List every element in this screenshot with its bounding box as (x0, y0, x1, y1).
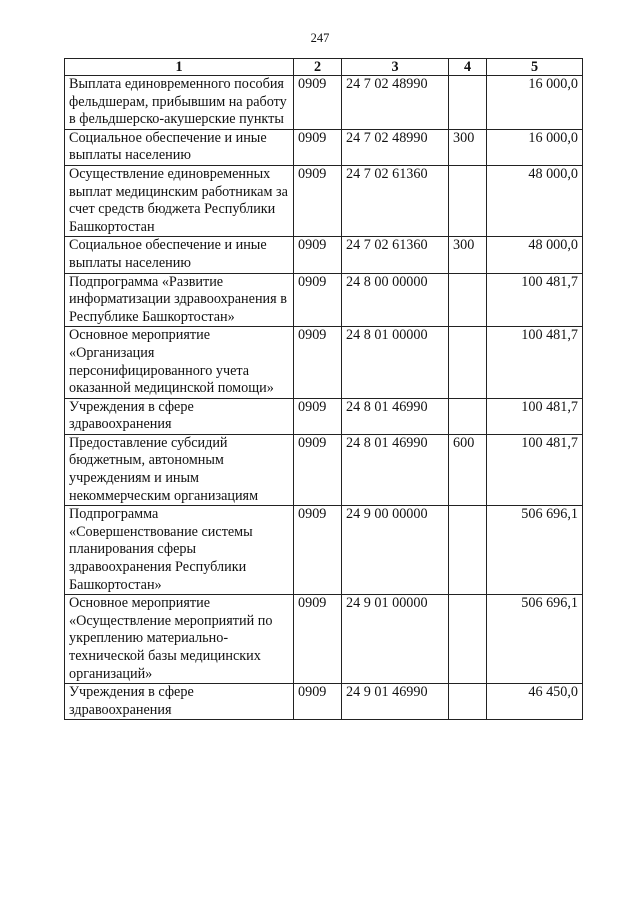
row-section-cell: 0909 (294, 273, 342, 327)
table-row (65, 327, 583, 398)
row-code-cell: 24 7 02 48990 (342, 76, 449, 130)
column-header-1: 1 (65, 59, 294, 76)
table-body (65, 76, 583, 720)
row-name-cell: Учреждения в сфере здравоохранения (65, 684, 294, 720)
row-code-cell: 24 7 02 48990 (342, 129, 449, 165)
row-type-cell: 300 (449, 129, 487, 165)
table-row (65, 506, 583, 595)
row-section-cell: 0909 (294, 76, 342, 130)
row-name-cell: Подпрограмма «Развитие информатизации здравоохранения в Республике Башкортостан» (65, 273, 294, 327)
column-header-3: 3 (342, 59, 449, 76)
row-amount-cell: 100 481,7 (487, 327, 583, 398)
row-section-cell: 0909 (294, 327, 342, 398)
row-amount-cell: 16 000,0 (487, 129, 583, 165)
row-name-cell: Социальное обеспечение и иные выплаты населению (65, 129, 294, 165)
column-header-5: 5 (487, 59, 583, 76)
row-type-cell (449, 595, 487, 684)
row-amount-cell: 16 000,0 (487, 76, 583, 130)
row-name-cell: Социальное обеспечение и иные выплаты населению (65, 237, 294, 273)
row-amount-cell: 46 450,0 (487, 684, 583, 720)
row-section-cell: 0909 (294, 165, 342, 236)
table-row (65, 237, 583, 273)
table-row (65, 129, 583, 165)
table-row (65, 165, 583, 236)
row-code-cell: 24 8 00 00000 (342, 273, 449, 327)
row-code-cell: 24 7 02 61360 (342, 237, 449, 273)
row-type-cell: 600 (449, 434, 487, 505)
row-type-cell (449, 327, 487, 398)
row-type-cell (449, 684, 487, 720)
row-section-cell: 0909 (294, 595, 342, 684)
column-header-2: 2 (294, 59, 342, 76)
row-amount-cell: 100 481,7 (487, 273, 583, 327)
row-code-cell: 24 8 01 46990 (342, 398, 449, 434)
row-amount-cell: 48 000,0 (487, 237, 583, 273)
row-name-cell: Предоставление субсидий бюджетным, автономным учреждениям и иным некоммерческим организациям (65, 434, 294, 505)
table-row (65, 684, 583, 720)
row-code-cell: 24 8 01 46990 (342, 434, 449, 505)
row-name-cell: Выплата единовременного пособия фельдшерам, прибывшим на работу в фельдшерско-акушерские пункты (65, 76, 294, 130)
row-type-cell (449, 165, 487, 236)
row-name-cell: Осуществление единовременных выплат медицинским работникам за счет средств бюджета Республики Башкортостан (65, 165, 294, 236)
row-type-cell (449, 76, 487, 130)
row-name-cell: Основное мероприятие «Организация персонифицированного учета оказанной медицинской помощи» (65, 327, 294, 398)
table-row (65, 76, 583, 130)
row-code-cell: 24 8 01 00000 (342, 327, 449, 398)
row-name-cell: Основное мероприятие «Осуществление мероприятий по укреплению материально-технической базы медицинских организаций» (65, 595, 294, 684)
table-row (65, 595, 583, 684)
column-header-4: 4 (449, 59, 487, 76)
row-amount-cell: 506 696,1 (487, 595, 583, 684)
table-row (65, 398, 583, 434)
row-amount-cell: 506 696,1 (487, 506, 583, 595)
row-section-cell: 0909 (294, 506, 342, 595)
row-section-cell: 0909 (294, 237, 342, 273)
row-code-cell: 24 9 01 46990 (342, 684, 449, 720)
row-amount-cell: 48 000,0 (487, 165, 583, 236)
row-section-cell: 0909 (294, 129, 342, 165)
row-type-cell (449, 506, 487, 595)
row-code-cell: 24 7 02 61360 (342, 165, 449, 236)
row-amount-cell: 100 481,7 (487, 398, 583, 434)
row-code-cell: 24 9 01 00000 (342, 595, 449, 684)
page-number: 247 (310, 31, 330, 45)
row-amount-cell: 100 481,7 (487, 434, 583, 505)
row-type-cell: 300 (449, 237, 487, 273)
row-section-cell: 0909 (294, 684, 342, 720)
table-row (65, 273, 583, 327)
row-name-cell: Учреждения в сфере здравоохранения (65, 398, 294, 434)
table-header-row (65, 59, 583, 76)
row-code-cell: 24 9 00 00000 (342, 506, 449, 595)
table-row (65, 434, 583, 505)
row-name-cell: Подпрограмма «Совершенствование системы планирования сферы здравоохранения Республики Башкортостан» (65, 506, 294, 595)
row-type-cell (449, 273, 487, 327)
row-section-cell: 0909 (294, 434, 342, 505)
budget-table (64, 58, 583, 720)
row-section-cell: 0909 (294, 398, 342, 434)
row-type-cell (449, 398, 487, 434)
